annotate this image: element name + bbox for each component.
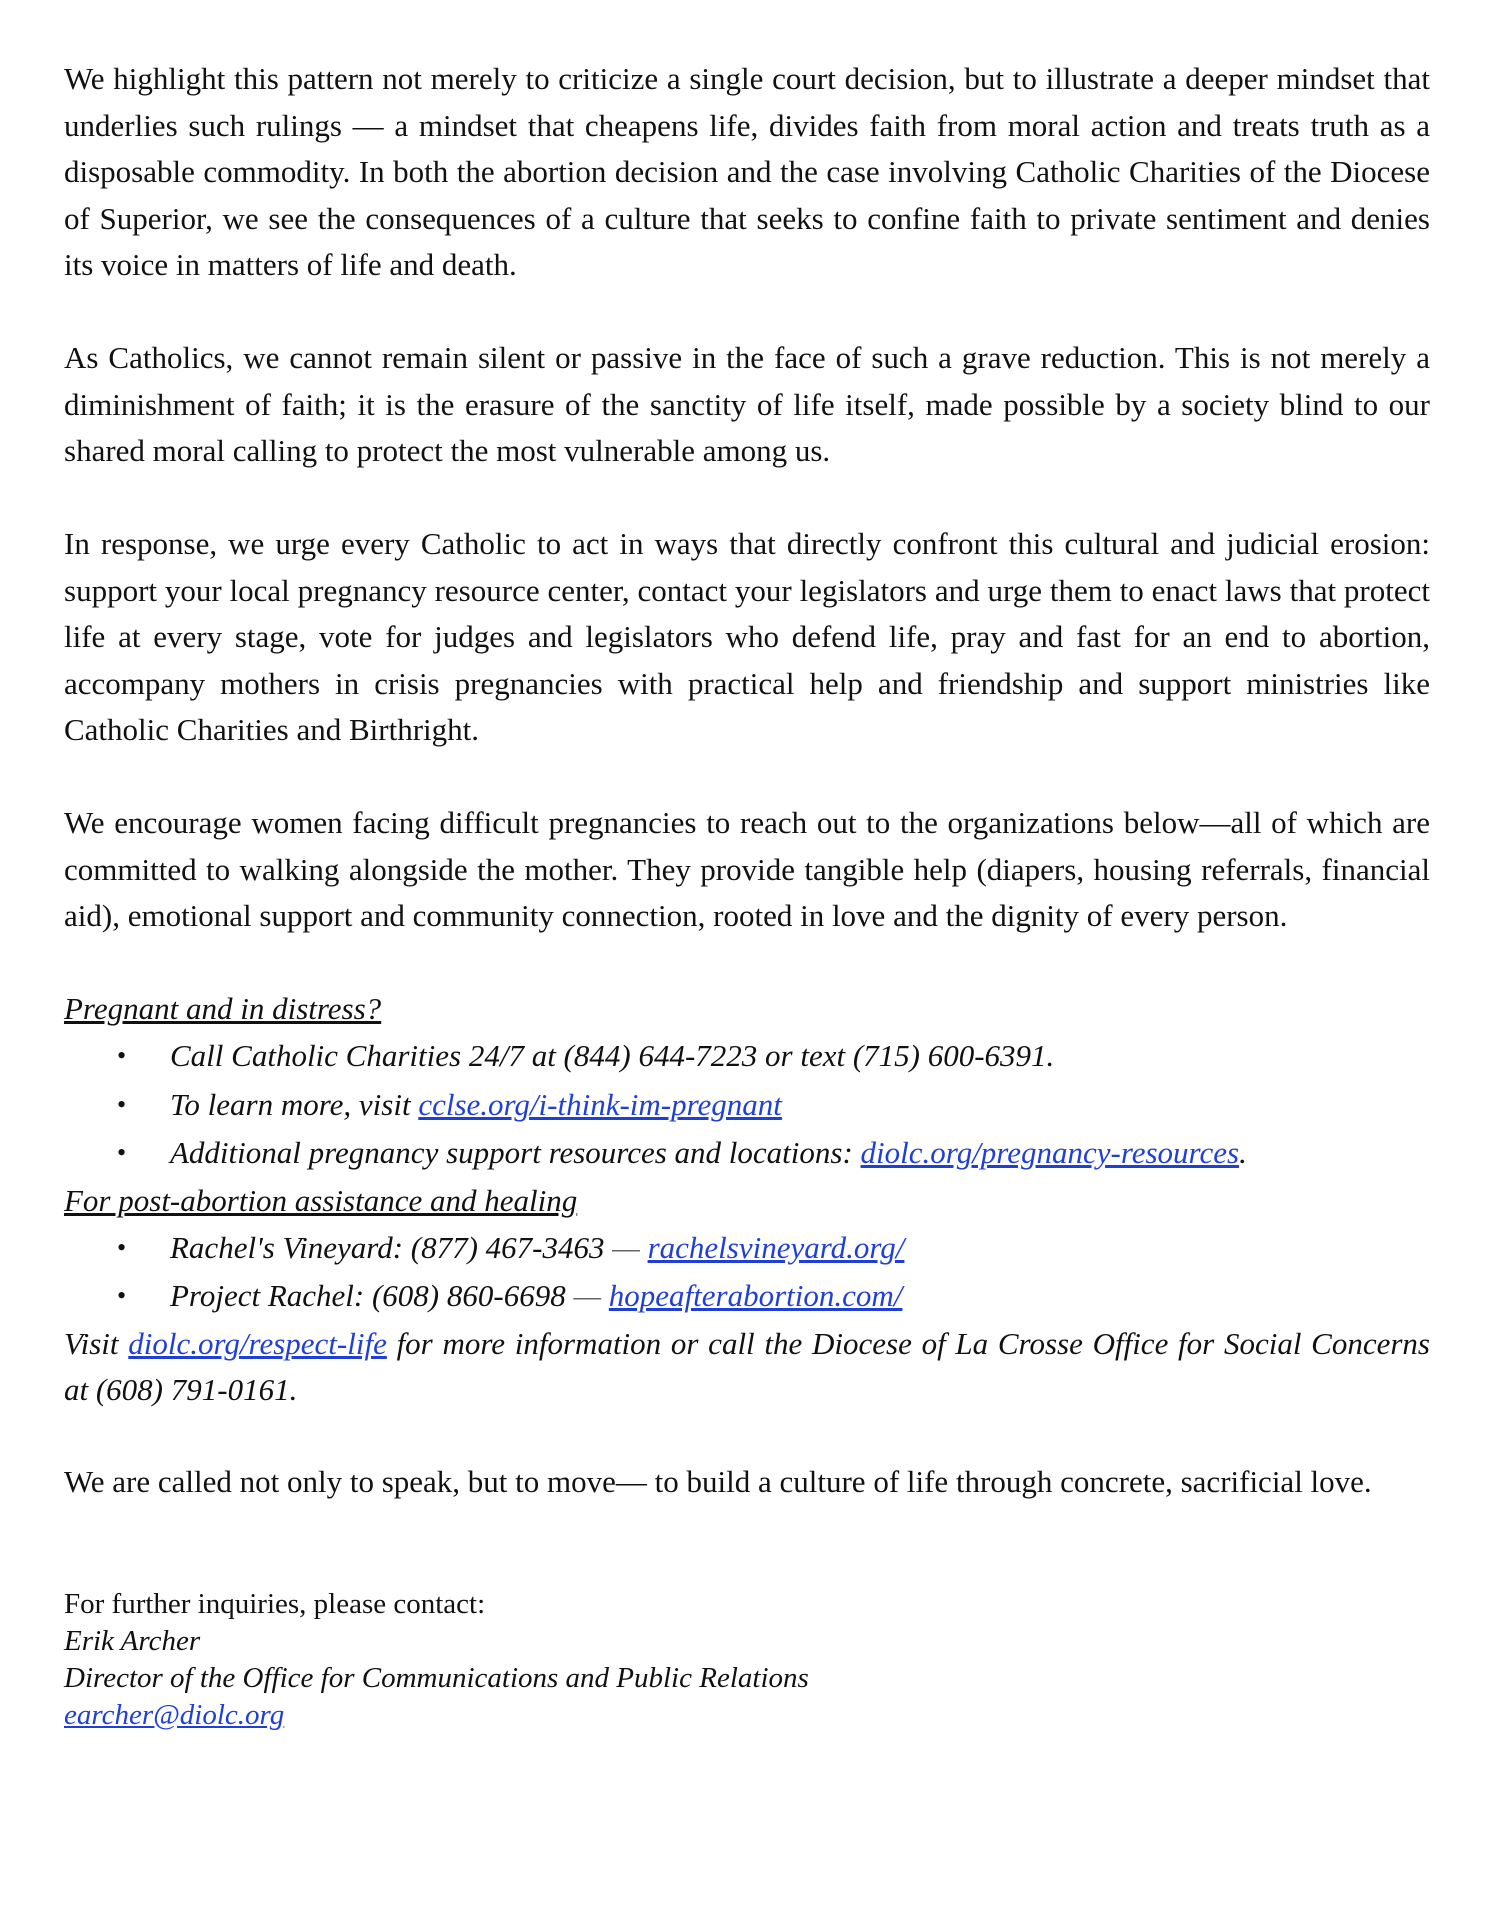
- period-text: .: [1239, 1135, 1247, 1170]
- visit-prefix-text: Visit: [64, 1325, 129, 1361]
- respect-life-visit-line: [64, 1321, 1430, 1413]
- learn-more-text: To learn more, visit: [170, 1086, 419, 1122]
- diolc-respect-life-link[interactable]: diolc.org/respect-life: [128, 1325, 387, 1361]
- contact-block: [64, 1586, 1430, 1734]
- healing-section-heading: For post-abortion assistance and healing: [64, 1182, 578, 1218]
- paragraph-call-to-action: In response, we urge every Catholic to act in ways that directly confront this cultural and judicial erosion: support your local pregnancy resource center, contact your legislators and urge them to enact laws that protect life at every stage, vote for judges and legislators who defend life, pray and fast for an end to abortion, accompany mothers in crisis pregnancies with practical help and friendship and support ministries like Catholic Charities and Birthright.: [64, 526, 1430, 747]
- dash-separator: —: [612, 1229, 648, 1265]
- contact-intro: For further inquiries, please contact:: [64, 1587, 486, 1620]
- healing-resources-section: [64, 1178, 1430, 1321]
- paragraph-encourage-women: We encourage women facing difficult pregnancies to reach out to the organizations below—all of which are committed to walking alongside the mother. They provide tangible help (diapers, housing referrals, financial aid), emotional support and community connection, rooted in love and the dignity of every person.: [64, 805, 1430, 933]
- contact-title: Director of the Office for Communications and Public Relations: [64, 1661, 809, 1694]
- diolc-pregnancy-resources-link[interactable]: diolc.org/pregnancy-resources: [860, 1135, 1240, 1170]
- paragraph-closing: We are called not only to speak, but to move— to build a culture of life through concrete, sacrificial love.: [64, 1464, 1372, 1499]
- rachels-vineyard-text: Rachel's Vineyard: (877) 467-3463: [170, 1229, 613, 1265]
- spacer: [64, 1506, 1430, 1586]
- bullet-icon: •: [117, 1281, 127, 1310]
- document-page: [64, 56, 1430, 1734]
- paragraph-court-pattern: We highlight this pattern not merely to criticize a single court decision, but to illustrate a deeper mindset that underlies such rulings — a mindset that cheapens life, divides faith from moral action and treats truth as a disposable commodity. In both the abortion decision and the case involving Catholic Charities of the Diocese of Superior, we see the consequences of a culture that seeks to confine faith to private sentiment and denies its voice in matters of life and death.: [64, 61, 1430, 282]
- bullet-icon: •: [117, 1232, 127, 1262]
- contact-name: Erik Archer: [64, 1624, 201, 1657]
- bullet-icon: •: [117, 1089, 127, 1119]
- dash-separator: —: [573, 1278, 609, 1313]
- catholic-charities-hotline-text: Call Catholic Charities 24/7 at (844) 644-7223 or text (715) 600-6391.: [170, 1038, 1055, 1073]
- bullet-icon: •: [117, 1138, 127, 1167]
- contact-email-link[interactable]: earcher@diolc.org: [64, 1698, 285, 1731]
- project-rachel-text: Project Rachel: (608) 860-6698: [170, 1278, 574, 1313]
- pregnant-resources-section: [64, 986, 1430, 1178]
- cclse-pregnant-link[interactable]: cclse.org/i-think-im-pregnant: [418, 1086, 782, 1122]
- bullet-icon: •: [117, 1041, 127, 1070]
- healing-resource-list: [64, 1224, 1430, 1321]
- list-item: [64, 1272, 1430, 1321]
- rachels-vineyard-link[interactable]: rachelsvineyard.org/: [647, 1229, 905, 1265]
- hope-after-abortion-link[interactable]: hopeafterabortion.com/: [608, 1278, 903, 1313]
- list-item: [64, 1129, 1430, 1178]
- additional-resources-text: Additional pregnancy support resources and locations:: [170, 1135, 861, 1170]
- paragraph-catholics-silent: As Catholics, we cannot remain silent or passive in the face of such a grave reduction. This is not merely a diminishment of faith; it is the erasure of the sanctity of life itself, made possible by a society blind to our shared moral calling to protect the most vulnerable among us.: [64, 340, 1430, 468]
- pregnant-section-heading: Pregnant and in distress?: [64, 991, 382, 1026]
- visit-suffix-text: for more information or call the Diocese of La Crosse Office for Social Concerns at (608) 791-0161.: [64, 1325, 1430, 1407]
- list-item: [64, 1224, 1430, 1273]
- pregnant-resource-list: [64, 1032, 1430, 1178]
- list-item: [64, 1032, 1430, 1081]
- list-item: [64, 1081, 1430, 1130]
